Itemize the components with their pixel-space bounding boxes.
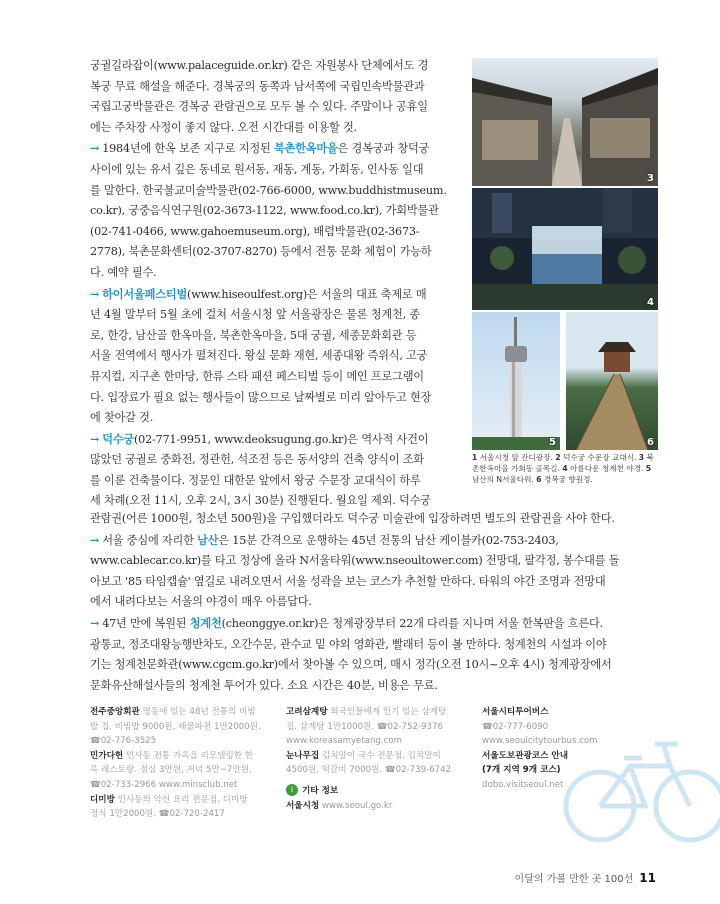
hanok-alley-illustration [472,58,658,186]
paragraph-bukchon: → 1984년에 한옥 보존 지구로 지정된 북촌한옥마을은 경복궁과 창덕궁 사이에 있는 유서 깊은 동네로 원서동, 재동, 계동, 가회동, 인사동 일대 를 말한다. 한국불교미술박물관(02-766-6000, www.buddhistmuseum. co.kr), 궁중음식연구원(02-3673-1122, www.food.co.kr), 가회박물관 (02-741-0466, www.gahoemuseum.org), 배렴박물관(02-3673- 2778), 북촌문화센터(02-3707-8270) 등에서 전통 문화 체험이 가능하 다. 예약 필수. [90,141,447,279]
arrow-icon: → [90,615,100,630]
tower-illustration [472,312,560,450]
paragraph-deoksugung: → 덕수궁(02-771-9951, www.deoksugung.go.kr)은 역사적 사건이 많았던 궁궐로 중화전, 정관헌, 석조전 등은 동서양의 건축 양식이 조화 를 이룬 건축물이다. 정문인 대한문 앞에서 왕궁 수문장 교대식이 하루 세 차례(오전 11시, 오후 2시, 3시 30분) 진행된다. 월요일 제외. 덕수궁 [90,431,431,508]
highlight-festival: 하이서울페스티벌 [102,286,188,301]
highlight-namsan: 남산 [197,532,219,547]
page-footer-title: 이달의 가볼 만한 곳 100선 [514,874,634,885]
arrow-icon: → [90,286,100,301]
info-icon: i [286,784,298,796]
paragraph-palace: 궁궐길라잡이(www.palaceguide.or.kr) 같은 자원봉사 단체에서도 경 복궁 무료 해설을 해준다. 경복궁의 동쪽과 남서쪽에 국립민속박물관과 국립고궁박물관은 경복궁 관람권으로 모두 볼 수 있다. 주말이나 공휴일 에는 주차장 사정이 좋지 않다. 오전 시간대를 이용할 것. [90,59,429,134]
arrow-icon: → [90,141,100,156]
arrow-icon: → [90,431,100,446]
photo-number-4: 4 [647,297,654,308]
photo-namsan-tower [472,312,560,450]
info-column-2: 고려삼계탕 외국인들에게 인기 있는 삼계탕 집. 삼계탕 1만1000원. ☎02-752-9376 www.koreasamyetang.com 눈나무집 김치말이 국수 전문점. 김치말이 4500원, 떡갈비 7000원. ☎02-739-6742 i 기타 정보 서울시청 www.seoul.go.kr [286,705,466,813]
photo-number-3: 3 [647,173,654,184]
photo-number-6: 6 [647,437,654,448]
paragraph-cheonggye: → 47년 만에 복원된 청계천(cheonggye.or.kr)은 청계광장부터 22개 다리를 지나며 서울 한복판을 흐른다. 광통교, 정조대왕능행반차도, 오간수문, 관수교 밑 야외 영화관, 빨래터 등이 볼 만하다. 청계천의 시설과 이야 기는 청계천문화관(www.cgcm.go.kr)에서 찾아볼 수 있으며, 매시 정각(오전 10시~오후 4시) 청계광장에서 문화유산해설사들의 청계천 투어가 있다. 소요 시간은 40분, 비용은 무료. [90,615,612,692]
photo-caption: 1 서울시청 앞 잔디광장. 2 덕수궁 수문장 교대식. 3 북촌한옥마을 가회동 골목길. 4 아름다운 청계천 야경. 5 남산의 N서울타워. 6 경복궁 향원정. [472,453,654,484]
photo-number-5: 5 [549,437,556,448]
article-body [90,56,460,512]
info-column-1: 전주중앙회관 명동에 있는 48년 전통의 비빔 밥 집. 비빔밥 9000원, 해물파전 1만2000원. ☎02-776-3525 민가다헌 인사동 전통 가옥을 리모델링한 한 옥 레스토랑. 점심 3만원, 저녁 5만~7만원. ☎02-733-2966 www.minsclub.net 디미방 인사동의 악선 요리 전문점. 디미방 정식 1만2000원. ☎02-720-2417 [90,707,261,820]
etc-info-heading: i 기타 정보 [286,784,466,799]
photo-hyangwonjeong [566,312,658,450]
photo-cheonggyecheon-night [472,188,658,310]
highlight-bukchon: 북촌한옥마을 [273,141,338,156]
highlight-cheonggye: 청계천 [189,615,222,630]
info-column-3: 서울시티투어버스 ☎02-777-6090 www.seoulcitytourbus.com 서울도보관광코스 안내 (7개 지역 9개 코스) dobo.visitseoul.net [482,707,598,790]
page-footer [515,870,656,885]
photo-bukchon-alley [472,58,658,186]
arrow-icon: → [90,532,100,547]
highlight-deoksugung: 덕수궁 [102,431,135,446]
paragraph-namsan: → 서울 중심에 자리한 남산은 15분 간격으로 운행하는 45년 전통의 남산 케이블카(02-753-2403, www.cablecar.co.kr)를 타고 정상에 올라 N서울타워(www.nseoultower.com) 전망대, 팔각정, 봉수대를 돌 아보고 '85 타임캡슐' 옆길로 내려오면서 서울 성곽을 보는 코스가 추천할 만하다. 타워의 야간 조명과 전망대 에서 내려다보는 서울의 야경이 매우 아름답다. [90,532,620,609]
page-number: 11 [639,871,656,885]
pavilion-illustration [566,312,658,450]
article-body-full: 관람권(어른 1000원, 청소년 500원)을 구입했더라도 덕수궁 미술관에 입장하려면 별도의 관람권을 사야 한다. → 서울 중심에 자리한 남산은 15분 간격으로 운행하는 45년 전통의 남산 케이블카(02-753-2403, www.cablecar.co.kr)를 타고 정상에 올라 N서울타워(www.nseoultower.com) 전망대, 팔각정, 봉수대를 돌 아보고 '85 타임캡슐' 옆길로 내려오면서 서울 성곽을 보는 코스가 추천할 만하다. 타워의 야간 조명과 전망대 에서 내려다보는 서울의 야경이 매우 아름답다. → 47년 만에 복원된 청계천(cheonggye.or.kr)은 청계광장부터 22개 다리를 지나며 서울 한복판을 흐른다. 광통교, 정조대왕능행반차도, 오간수문, 관수교 밑 야외 영화관, 빨래터 등이 볼 만하다. 청계천의 시설과 이야 기는 청계천문화관(www.cgcm.go.kr)에서 찾아볼 수 있으며, 매시 정각(오전 10시~오후 4시) 청계광장에서 문화유산해설사들의 청계천 투어가 있다. 소요 시간은 40분, 비용은 무료. [90,509,656,696]
night-stream-illustration [472,188,658,310]
paragraph-festival: → 하이서울페스티벌(www.hiseoulfest.org)은 서울의 대표 축제로 매 년 4월 말부터 5월 초에 걸쳐 서울시청 앞 서울광장은 물론 청계천, 종 로, 한강, 남산골 한옥마을, 북촌한옥마을, 5대 궁궐, 세종문화회관 등 서울 전역에서 행사가 펼쳐진다. 왕실 문화 재현, 세종대왕 즉위식, 고궁 뮤지컬, 지구촌 한마당, 한류 스타 패션 페스티벌 등이 메인 프로그램이 다. 입장료가 필요 없는 행사들이 많으므로 날짜별로 미리 알아두고 현장 에 찾아갈 것. [90,286,432,425]
